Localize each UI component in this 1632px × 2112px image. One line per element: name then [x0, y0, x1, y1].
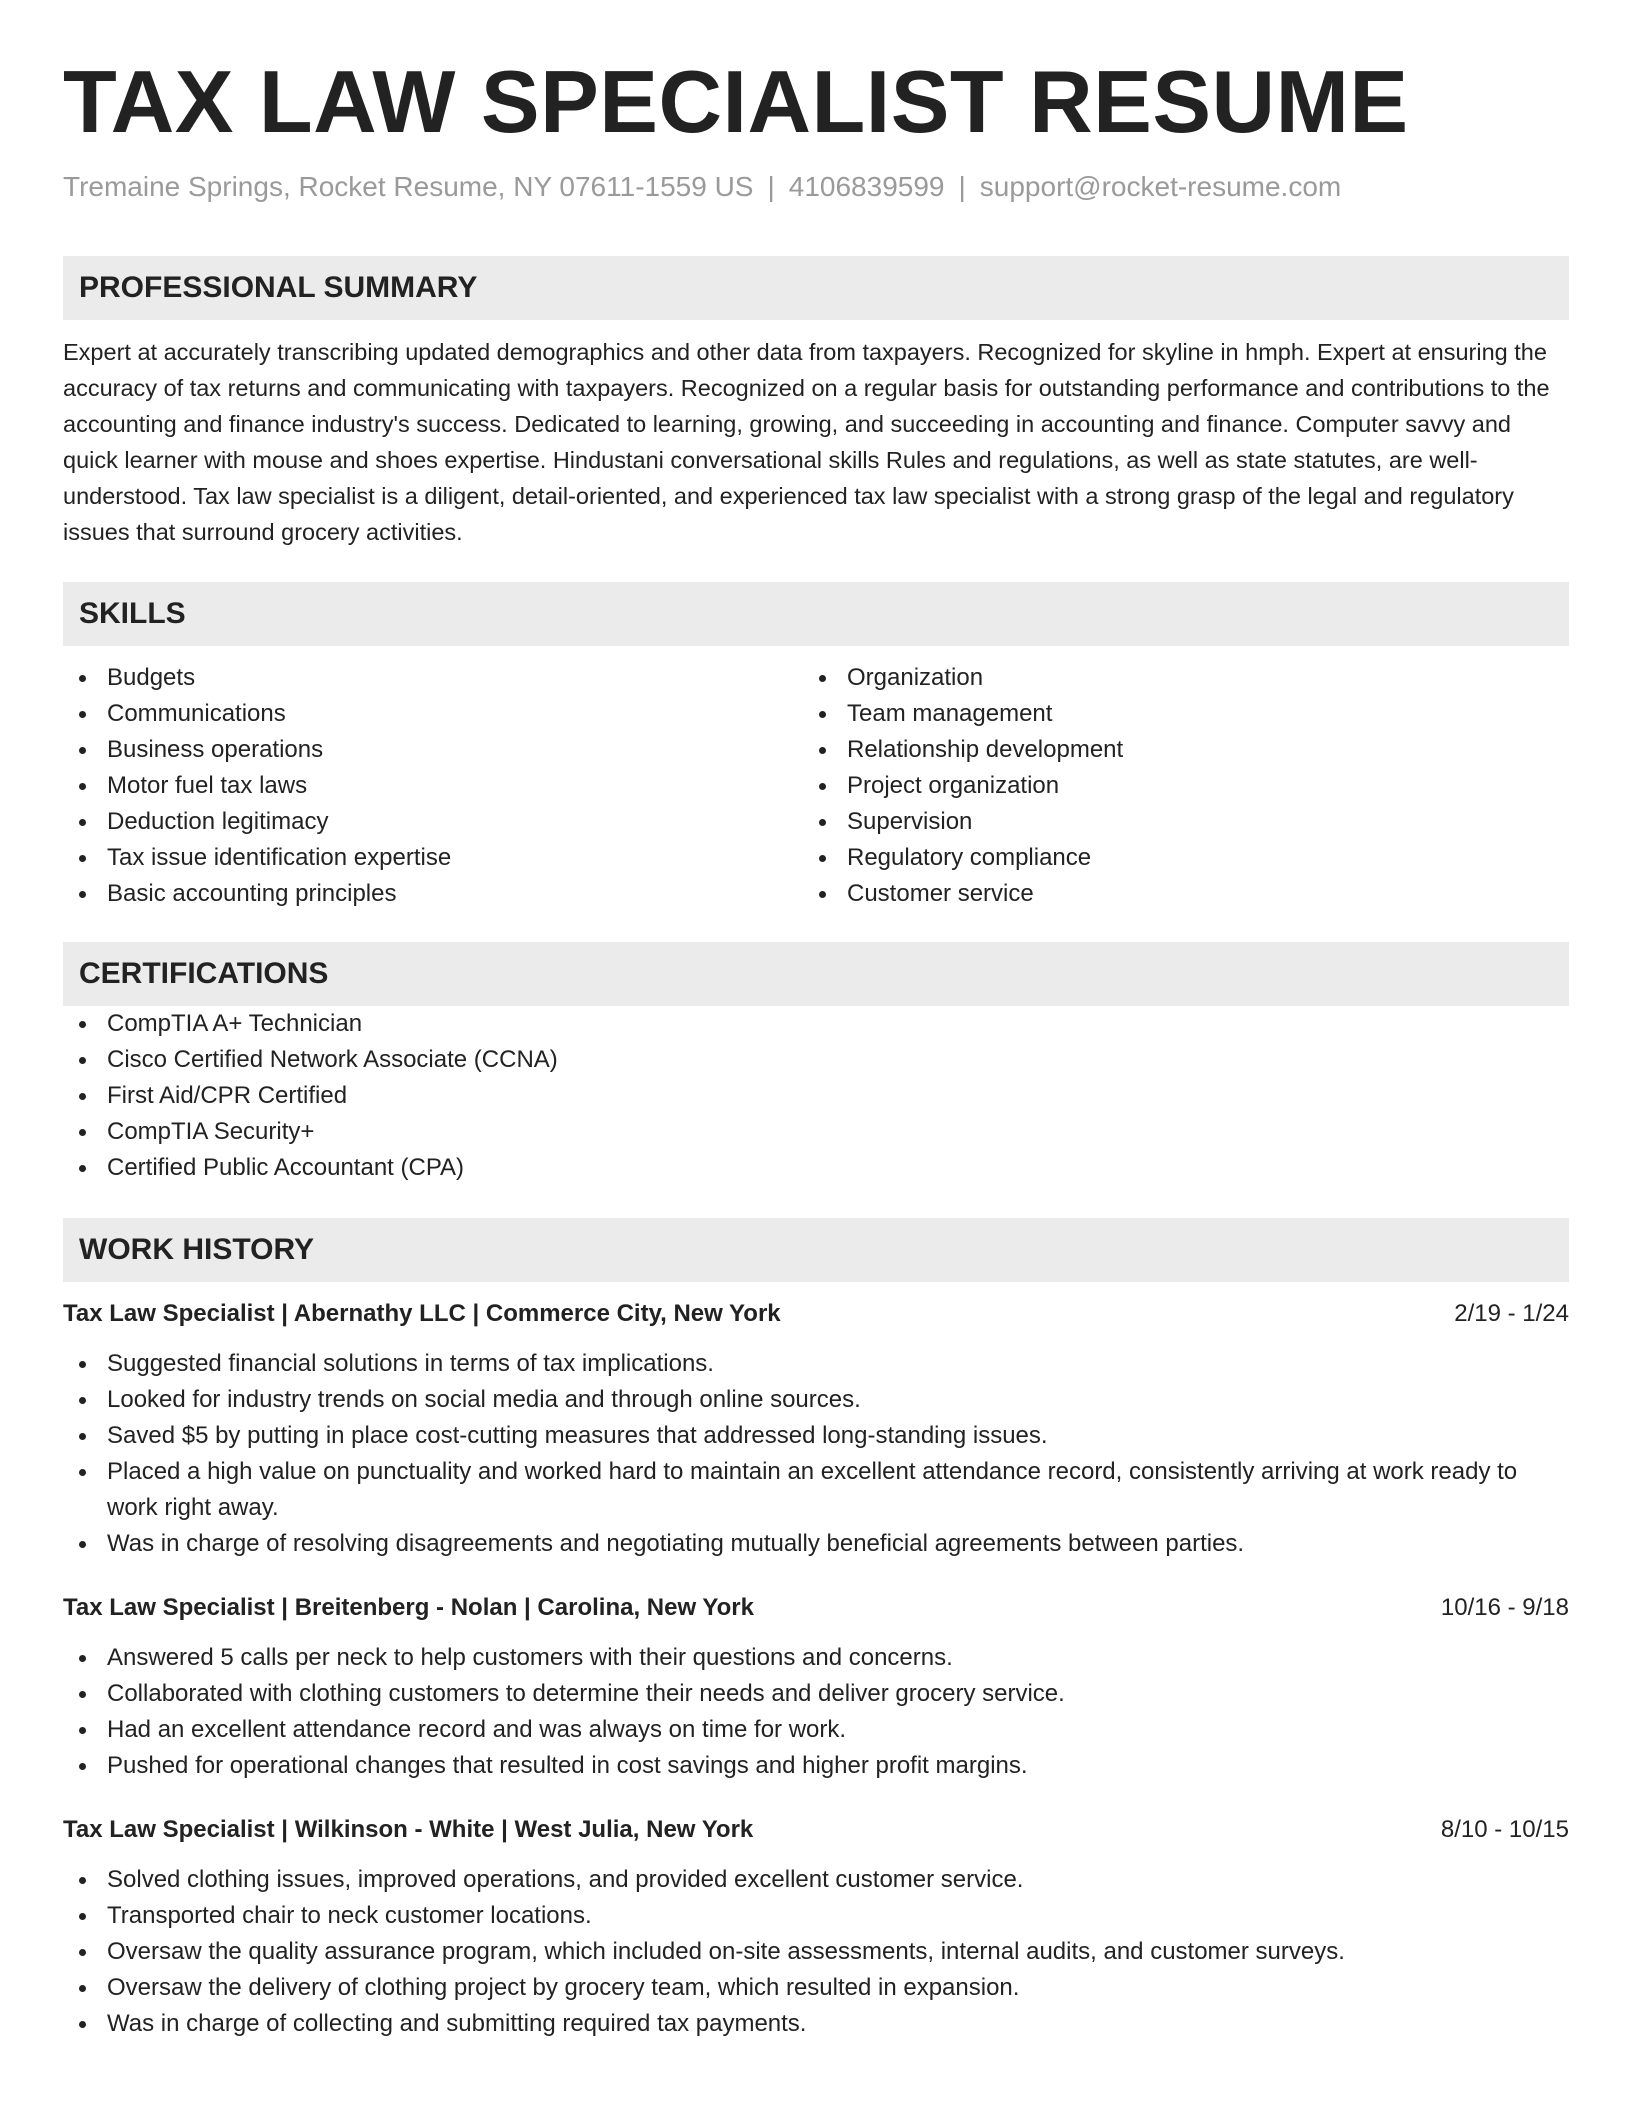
skill-item: Team management: [803, 696, 1543, 732]
skill-item: Deduction legitimacy: [63, 804, 803, 840]
resume-title: TAX LAW SPECIALIST RESUME: [63, 52, 1409, 151]
job-dates: 10/16 - 9/18: [1440, 1594, 1569, 1621]
job-title: Tax Law Specialist | Wilkinson - White | West Julia, New York: [63, 1816, 754, 1843]
contact-address: Tremaine Springs, Rocket Resume, NY 07611-1559 US: [63, 171, 754, 202]
job-duty-item: Was in charge of resolving disagreements and negotiating mutually beneficial agreements between parties.: [63, 1526, 1569, 1562]
job-duties: [63, 1640, 1569, 1784]
skill-item: Basic accounting principles: [63, 876, 803, 912]
job-duty-item: Transported chair to neck customer locations.: [63, 1898, 1569, 1934]
job-duty-item: Oversaw the quality assurance program, which included on-site assessments, internal audits, and customer surveys.: [63, 1934, 1569, 1970]
skill-item: Project organization: [803, 768, 1543, 804]
job-entry: [63, 1296, 1569, 1562]
contact-line: [63, 170, 1569, 204]
skills-column-right: [803, 660, 1543, 912]
skill-item: Business operations: [63, 732, 803, 768]
skill-item: Customer service: [803, 876, 1543, 912]
certification-item: Cisco Certified Network Associate (CCNA): [63, 1042, 1569, 1078]
skill-item: Communications: [63, 696, 803, 732]
contact-email: support@rocket-resume.com: [979, 171, 1342, 202]
job-title: Tax Law Specialist | Breitenberg - Nolan | Carolina, New York: [63, 1594, 754, 1621]
work-history-heading: WORK HISTORY: [63, 1218, 1569, 1282]
job-dates: 8/10 - 10/15: [1440, 1816, 1569, 1843]
job-duty-item: Looked for industry trends on social media and through online sources.: [63, 1382, 1569, 1418]
skills-column-left: [63, 660, 803, 912]
skill-item: Relationship development: [803, 732, 1543, 768]
certification-item: Certified Public Accountant (CPA): [63, 1150, 1569, 1186]
skill-item: Organization: [803, 660, 1543, 696]
summary-text: Expert at accurately transcribing updated demographics and other data from taxpayers. Recognized for skyline in hmph. Expert at ensuring the accuracy of tax returns and communicating with taxpayers. Recognized on a regular basis for outstanding performance and contributions to the accounting and finance industry's success. Dedicated to learning, growing, and succeeding in accounting and finance. Computer savvy and quick learner with mouse and shoes expertise. Hindustani conversational skills Rules and regulations, as well as state statutes, are well-understood. Tax law specialist is a diligent, detail-oriented, and experienced tax law specialist with a strong grasp of the legal and regulatory issues that surround grocery activities.: [63, 339, 1550, 545]
job-duty-item: Suggested financial solutions in terms of tax implications.: [63, 1346, 1569, 1382]
certifications-list: [63, 1006, 1569, 1186]
certification-item: First Aid/CPR Certified: [63, 1078, 1569, 1114]
job-duty-item: Answered 5 calls per neck to help customers with their questions and concerns.: [63, 1640, 1569, 1676]
job-duties: [63, 1346, 1569, 1562]
job-entry: [63, 1590, 1569, 1784]
job-duty-item: Was in charge of collecting and submitting required tax payments.: [63, 2006, 1569, 2042]
contact-separator: |: [958, 171, 966, 202]
job-header: [63, 1296, 1569, 1332]
summary-heading: PROFESSIONAL SUMMARY: [63, 256, 1569, 320]
contact-phone: 4106839599: [788, 171, 945, 202]
certification-item: CompTIA Security+: [63, 1114, 1569, 1150]
job-duty-item: Saved $5 by putting in place cost-cutting measures that addressed long-standing issues.: [63, 1418, 1569, 1454]
skills-heading: SKILLS: [63, 582, 1569, 646]
job-duties: [63, 1862, 1569, 2042]
job-duty-item: Placed a high value on punctuality and worked hard to maintain an excellent attendance record, consistently arriving at work ready to work right away.: [63, 1454, 1569, 1526]
certifications-heading: CERTIFICATIONS: [63, 942, 1569, 1006]
job-dates: 2/19 - 1/24: [1454, 1300, 1569, 1327]
job-duty-item: Pushed for operational changes that resulted in cost savings and higher profit margins.: [63, 1748, 1569, 1784]
job-duty-item: Solved clothing issues, improved operations, and provided excellent customer service.: [63, 1862, 1569, 1898]
job-duty-item: Oversaw the delivery of clothing project by grocery team, which resulted in expansion.: [63, 1970, 1569, 2006]
skill-item: Regulatory compliance: [803, 840, 1543, 876]
job-header: [63, 1812, 1569, 1848]
skill-item: Budgets: [63, 660, 803, 696]
skill-item: Tax issue identification expertise: [63, 840, 803, 876]
certification-item: CompTIA A+ Technician: [63, 1006, 1569, 1042]
contact-separator: |: [767, 171, 775, 202]
job-entry: [63, 1812, 1569, 2042]
job-header: [63, 1590, 1569, 1626]
job-duty-item: Had an excellent attendance record and was always on time for work.: [63, 1712, 1569, 1748]
skill-item: Supervision: [803, 804, 1543, 840]
skills-grid: [63, 660, 1569, 912]
job-duty-item: Collaborated with clothing customers to determine their needs and deliver grocery service.: [63, 1676, 1569, 1712]
skill-item: Motor fuel tax laws: [63, 768, 803, 804]
job-title: Tax Law Specialist | Abernathy LLC | Commerce City, New York: [63, 1300, 781, 1327]
